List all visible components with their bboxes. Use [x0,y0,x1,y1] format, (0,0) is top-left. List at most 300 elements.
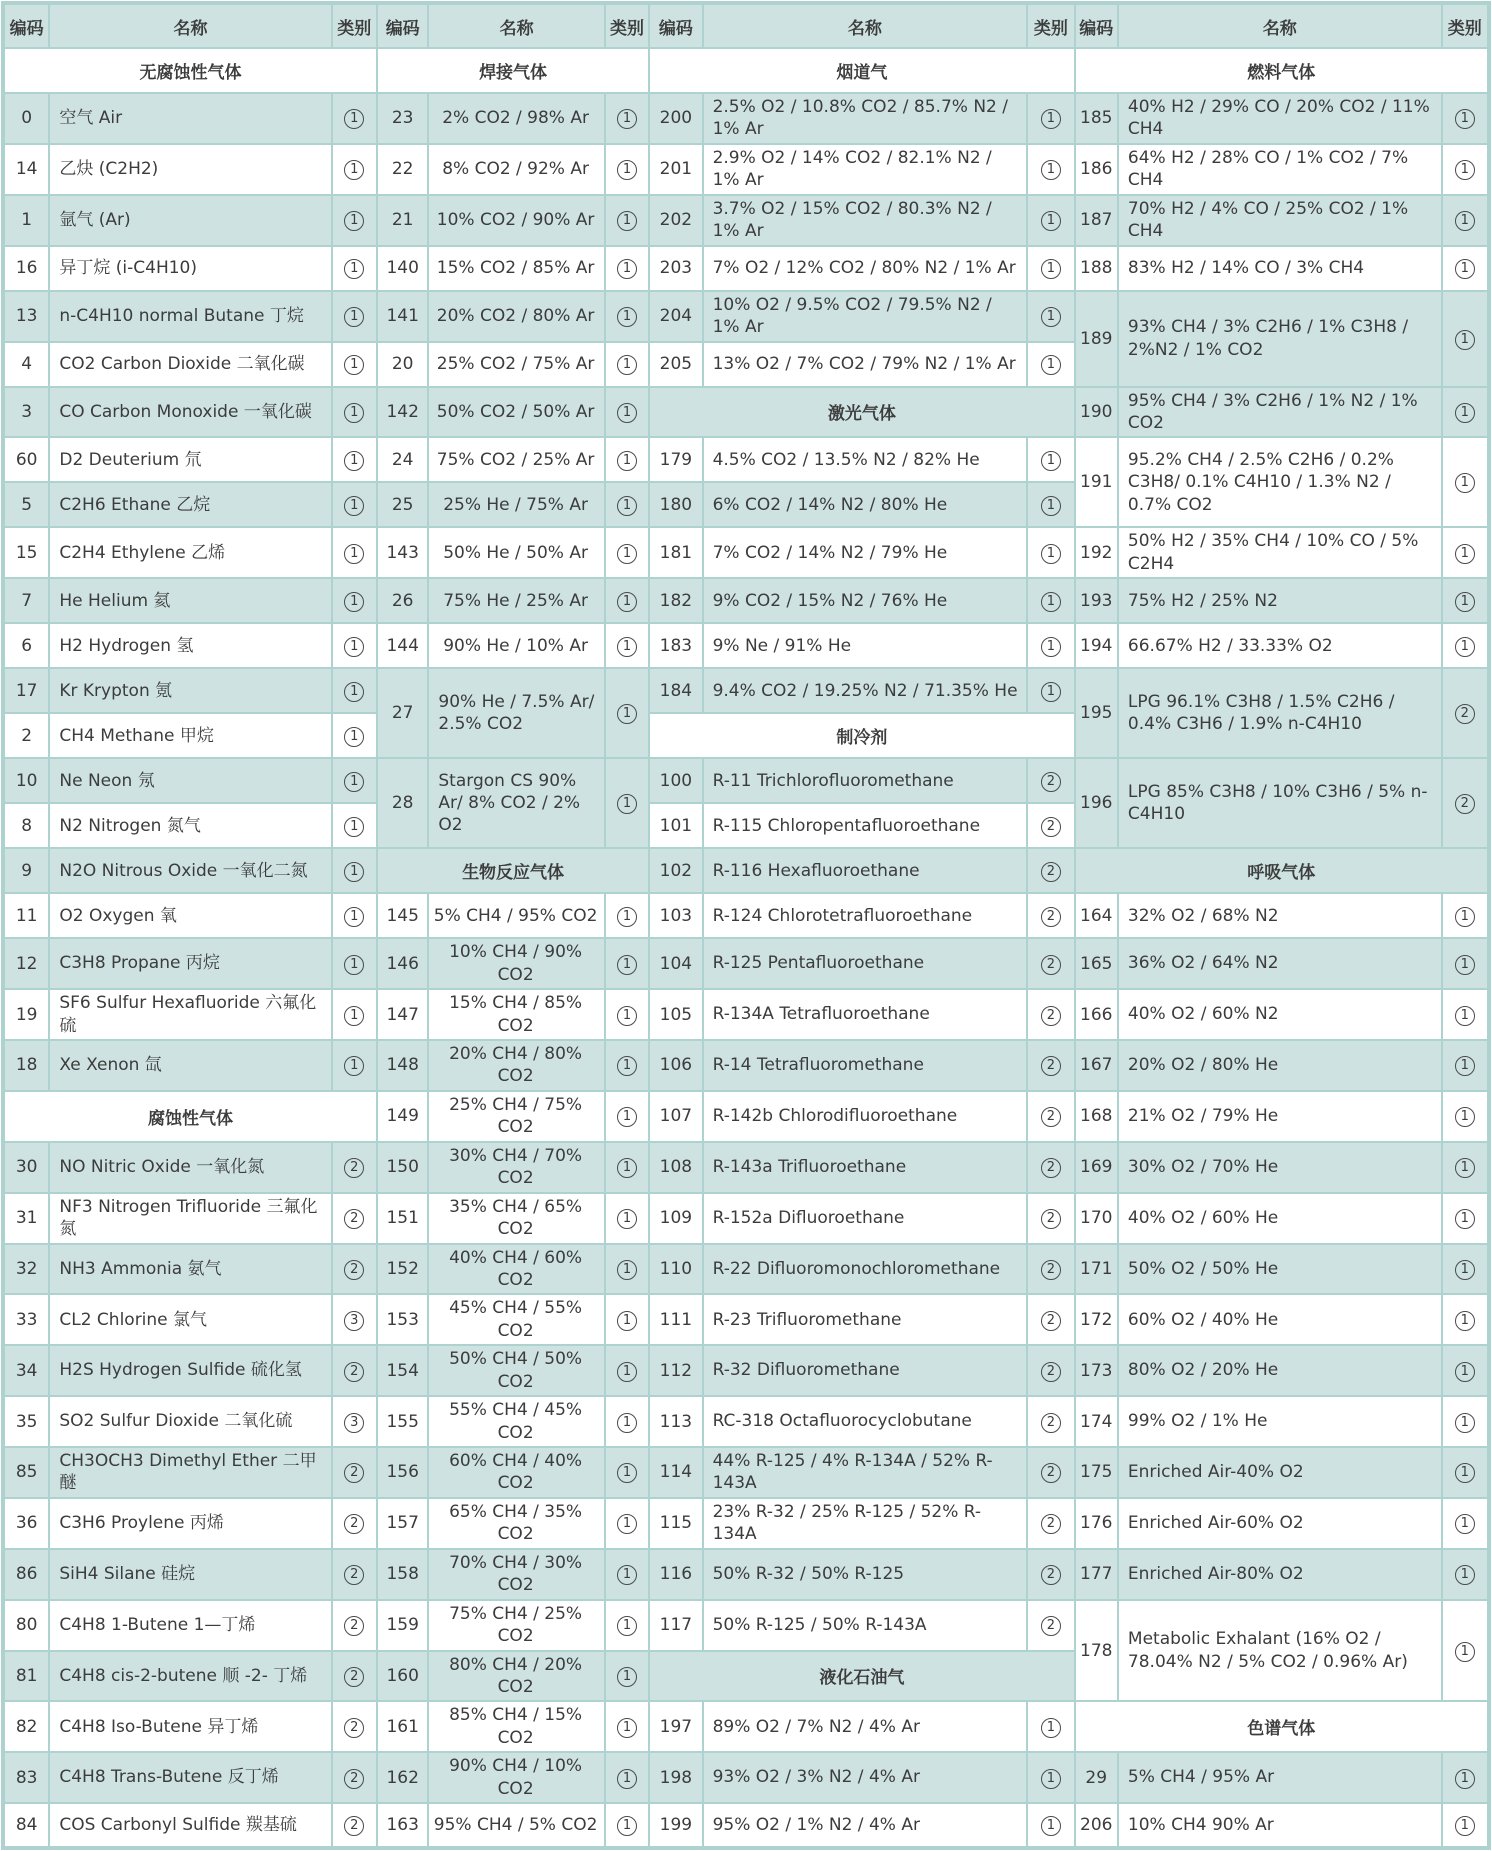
gas-code-cell: 162 [377,1752,428,1803]
gas-name-cell: 50% R-32 / 50% R-125 [703,1549,1028,1600]
gas-code-cell: 203 [649,246,702,291]
gas-code-cell: 35 [3,1396,49,1447]
gas-code-cell: 146 [377,938,428,989]
gas-category-cell [332,1193,377,1244]
gas-category-cell [332,1701,377,1752]
gas-category-cell [332,246,377,291]
gas-code-cell: 190 [1075,387,1118,438]
gas-code-cell: 18 [3,1040,49,1091]
table-row [3,1294,1489,1345]
category-badge: 2 [344,1514,364,1534]
gas-code-cell: 187 [1075,195,1118,246]
gas-name-cell: C4H8 Iso-Butene 异丁烯 [49,1701,331,1752]
category-badge: 1 [344,160,364,180]
gas-category-cell [605,623,649,668]
gas-code-cell: 86 [3,1549,49,1600]
gas-category-cell [1027,482,1074,527]
gas-code-cell: 15 [3,527,49,578]
category-badge: 1 [1041,1718,1061,1738]
category-badge: 1 [617,1514,637,1534]
gas-name-cell: 60% CH4 / 40% CO2 [428,1447,604,1498]
gas-code-cell: 141 [377,291,428,342]
category-badge: 1 [617,544,637,564]
gas-code-cell: 181 [649,527,702,578]
gas-code-cell: 183 [649,623,702,668]
gas-name-cell: 93% O2 / 3% N2 / 4% Ar [703,1752,1028,1803]
gas-code-cell: 161 [377,1701,428,1752]
category-badge: 2 [1041,1006,1061,1026]
gas-code-cell: 180 [649,482,702,527]
table-row [3,144,1489,195]
gas-name-cell: R-152a Difluoroethane [703,1193,1028,1244]
gas-name-cell: R-22 Difluoromonochloromethane [703,1244,1028,1295]
gas-name-cell: C2H4 Ethylene 乙烯 [49,527,331,578]
gas-name-cell: 空气 Air [49,93,331,144]
section-header: 无腐蚀性气体 [3,48,377,93]
gas-name-cell: R-142b Chlorodifluoroethane [703,1091,1028,1142]
gas-name-cell: 6% CO2 / 14% N2 / 80% He [703,482,1028,527]
gas-category-cell [1027,1294,1074,1345]
gas-name-cell: Enriched Air-40% O2 [1118,1447,1442,1498]
gas-name-cell: 50% He / 50% Ar [428,527,604,578]
gas-category-cell [1442,668,1489,758]
category-badge: 1 [617,907,637,927]
gas-name-cell: R-23 Trifluoromethane [703,1294,1028,1345]
gas-category-cell [1027,246,1074,291]
gas-name-cell: R-124 Chlorotetrafluoroethane [703,893,1028,938]
category-badge: 1 [1455,1769,1475,1789]
gas-name-cell: 2% CO2 / 98% Ar [428,93,604,144]
gas-category-cell [605,1142,649,1193]
name-column-header: 名称 [703,3,1028,48]
gas-category-cell [1027,1701,1074,1752]
gas-category-cell [332,1294,377,1345]
gas-category-cell [605,527,649,578]
gas-name-cell: 23% R-32 / 25% R-125 / 52% R-134A [703,1498,1028,1549]
gas-code-cell: 115 [649,1498,702,1549]
category-badge: 2 [344,1667,364,1687]
gas-name-cell: R-14 Tetrafluoromethane [703,1040,1028,1091]
gas-codes-table-grid [1,1,1491,1850]
gas-category-cell [1442,387,1489,438]
category-badge: 2 [344,1362,364,1382]
gas-category-cell [332,1396,377,1447]
category-badge: 1 [1041,451,1061,471]
gas-name-cell: NH3 Ammonia 氨气 [49,1244,331,1295]
gas-code-cell: 152 [377,1244,428,1295]
gas-code-cell: 201 [649,144,702,195]
gas-category-cell [332,1651,377,1702]
category-badge: 1 [1455,1463,1475,1483]
gas-code-cell: 60 [3,437,49,482]
gas-category-cell [1027,1803,1074,1848]
gas-code-cell: 149 [377,1091,428,1142]
gas-name-cell: 13% O2 / 7% CO2 / 79% N2 / 1% Ar [703,342,1028,387]
gas-code-cell: 172 [1075,1294,1118,1345]
gas-name-cell: N2O Nitrous Oxide 一氧化二氮 [49,848,331,893]
gas-category-cell [332,195,377,246]
gas-category-cell [332,291,377,342]
gas-category-cell [332,803,377,848]
category-badge: 1 [1041,592,1061,612]
gas-name-cell: 10% O2 / 9.5% CO2 / 79.5% N2 / 1% Ar [703,291,1028,342]
table-row [3,527,1489,578]
gas-code-cell: 159 [377,1600,428,1651]
section-header: 焊接气体 [377,48,649,93]
section-header: 生物反应气体 [377,848,649,893]
category-badge: 1 [617,704,637,724]
category-badge: 2 [1041,862,1061,882]
category-badge: 1 [617,211,637,231]
gas-code-cell: 140 [377,246,428,291]
gas-category-cell [332,578,377,623]
gas-category-cell [1027,578,1074,623]
gas-category-cell [605,758,649,848]
category-badge: 1 [617,1311,637,1331]
gas-name-cell: R-143a Trifluoroethane [703,1142,1028,1193]
gas-code-cell: 32 [3,1244,49,1295]
gas-category-cell [332,93,377,144]
gas-code-cell: 194 [1075,623,1118,668]
gas-code-cell: 116 [649,1549,702,1600]
gas-category-cell [332,1040,377,1091]
gas-name-cell: N2 Nitrogen 氮气 [49,803,331,848]
gas-name-cell: C3H8 Propane 丙烷 [49,938,331,989]
gas-code-cell: 169 [1075,1142,1118,1193]
gas-category-cell [332,1244,377,1295]
gas-code-cell: 150 [377,1142,428,1193]
gas-code-cell: 27 [377,668,428,758]
category-badge: 1 [617,160,637,180]
gas-category-cell [605,387,649,438]
gas-name-cell: 4.5% CO2 / 13.5% N2 / 82% He [703,437,1028,482]
gas-category-cell [1442,246,1489,291]
gas-category-cell [1442,1803,1489,1848]
gas-code-cell: 144 [377,623,428,668]
gas-category-cell [605,291,649,342]
category-badge: 1 [344,259,364,279]
gas-name-cell: CH4 Methane 甲烷 [49,713,331,758]
gas-name-cell: 90% He / 10% Ar [428,623,604,668]
gas-name-cell: C4H8 cis-2-butene 顺 -2- 丁烯 [49,1651,331,1702]
category-badge: 1 [1455,1158,1475,1178]
gas-name-cell: R-125 Pentafluoroethane [703,938,1028,989]
category-badge: 2 [1041,817,1061,837]
category-badge: 1 [617,403,637,423]
gas-code-cell: 204 [649,291,702,342]
gas-code-cell: 1 [3,195,49,246]
gas-name-cell: Metabolic Exhalant (16% O2 / 78.04% N2 / 5% CO2 / 0.96% Ar) [1118,1600,1442,1702]
gas-category-cell [332,713,377,758]
gas-category-cell [605,1701,649,1752]
category-badge: 1 [617,1816,637,1836]
category-badge: 1 [344,403,364,423]
gas-category-cell [1442,1091,1489,1142]
gas-code-cell: 36 [3,1498,49,1549]
section-header: 色谱气体 [1075,1701,1489,1752]
category-column-header: 类别 [332,3,377,48]
gas-name-cell: CO2 Carbon Dioxide 二氧化碳 [49,342,331,387]
gas-code-cell: 157 [377,1498,428,1549]
table-row [3,1396,1489,1447]
code-column-header: 编码 [3,3,49,48]
gas-category-cell [1027,1600,1074,1651]
gas-code-cell: 106 [649,1040,702,1091]
gas-name-cell: He Helium 氦 [49,578,331,623]
gas-name-cell: 64% H2 / 28% CO / 1% CO2 / 7% CH4 [1118,144,1442,195]
category-badge: 2 [344,1718,364,1738]
gas-name-cell: 66.67% H2 / 33.33% O2 [1118,623,1442,668]
gas-name-cell: Xe Xenon 氙 [49,1040,331,1091]
gas-name-cell: 55% CH4 / 45% CO2 [428,1396,604,1447]
gas-name-cell: 3.7% O2 / 15% CO2 / 80.3% N2 / 1% Ar [703,195,1028,246]
code-column-header: 编码 [1075,3,1118,48]
gas-name-cell: 45% CH4 / 55% CO2 [428,1294,604,1345]
category-badge: 2 [1041,1514,1061,1534]
category-badge: 1 [617,955,637,975]
gas-code-cell: 17 [3,668,49,713]
gas-name-cell: Ne Neon 氖 [49,758,331,803]
table-row [3,437,1489,482]
gas-name-cell: 15% CO2 / 85% Ar [428,246,604,291]
gas-category-cell [605,144,649,195]
category-badge: 1 [1041,259,1061,279]
gas-name-cell: 50% CO2 / 50% Ar [428,387,604,438]
gas-category-cell [332,668,377,713]
gas-code-cell: 23 [377,93,428,144]
gas-name-cell: 30% CH4 / 70% CO2 [428,1142,604,1193]
category-badge: 2 [344,1769,364,1789]
gas-category-cell [605,1600,649,1651]
gas-name-cell: C2H6 Ethane 乙烷 [49,482,331,527]
category-badge: 2 [344,1463,364,1483]
category-badge: 1 [1041,109,1061,129]
gas-name-cell: R-116 Hexafluoroethane [703,848,1028,893]
gas-name-cell: 2.5% O2 / 10.8% CO2 / 85.7% N2 / 1% Ar [703,93,1028,144]
gas-code-cell: 21 [377,195,428,246]
gas-category-cell [605,342,649,387]
gas-code-cell: 182 [649,578,702,623]
gas-category-cell [605,1193,649,1244]
gas-code-cell: 29 [1075,1752,1118,1803]
gas-name-cell: 95% O2 / 1% N2 / 4% Ar [703,1803,1028,1848]
gas-code-cell: 142 [377,387,428,438]
category-badge: 1 [1455,160,1475,180]
gas-code-cell: 24 [377,437,428,482]
gas-name-cell: 40% O2 / 60% N2 [1118,989,1442,1040]
gas-name-cell: 25% CH4 / 75% CO2 [428,1091,604,1142]
gas-code-cell: 186 [1075,144,1118,195]
gas-name-cell: SF6 Sulfur Hexafluoride 六氟化硫 [49,989,331,1040]
gas-name-cell: 32% O2 / 68% N2 [1118,893,1442,938]
gas-category-cell [332,527,377,578]
gas-code-cell: 188 [1075,246,1118,291]
gas-name-cell: 8% CO2 / 92% Ar [428,144,604,195]
gas-name-cell: 95% CH4 / 5% CO2 [428,1803,604,1848]
gas-category-cell [1027,1345,1074,1396]
category-badge: 1 [1041,160,1061,180]
gas-code-cell: 179 [649,437,702,482]
gas-code-cell: 153 [377,1294,428,1345]
gas-name-cell: C4H8 Trans-Butene 反丁烯 [49,1752,331,1803]
gas-code-cell: 189 [1075,291,1118,387]
gas-code-cell: 171 [1075,1244,1118,1295]
category-badge: 1 [344,496,364,516]
gas-code-cell: 202 [649,195,702,246]
section-header: 液化石油气 [649,1651,1074,1702]
gas-category-cell [332,848,377,893]
category-badge: 2 [344,1816,364,1836]
gas-category-cell [1027,342,1074,387]
table-row [3,1345,1489,1396]
gas-name-cell: 7% CO2 / 14% N2 / 79% He [703,527,1028,578]
gas-code-cell: 155 [377,1396,428,1447]
category-badge: 2 [344,1158,364,1178]
gas-code-cell: 173 [1075,1345,1118,1396]
gas-code-cell: 5 [3,482,49,527]
gas-category-cell [332,482,377,527]
gas-name-cell: 氩气 (Ar) [49,195,331,246]
gas-code-cell: 104 [649,938,702,989]
category-badge: 1 [617,637,637,657]
category-badge: 1 [617,1667,637,1687]
category-badge: 2 [1455,794,1475,814]
gas-category-cell [1442,1244,1489,1295]
gas-name-cell: 70% H2 / 4% CO / 25% CO2 / 1% CH4 [1118,195,1442,246]
category-badge: 1 [1041,682,1061,702]
gas-category-cell [1027,1091,1074,1142]
gas-name-cell: 99% O2 / 1% He [1118,1396,1442,1447]
category-column-header: 类别 [1027,3,1074,48]
gas-code-cell: 7 [3,578,49,623]
gas-code-cell: 28 [377,758,428,848]
name-column-header: 名称 [1118,3,1442,48]
category-badge: 1 [617,592,637,612]
table-row [3,989,1489,1040]
gas-name-cell: 85% CH4 / 15% CO2 [428,1701,604,1752]
table-header-row [3,3,1489,48]
gas-name-cell: 40% O2 / 60% He [1118,1193,1442,1244]
gas-code-cell: 177 [1075,1549,1118,1600]
gas-code-cell: 26 [377,578,428,623]
table-row [3,93,1489,144]
gas-code-cell: 117 [649,1600,702,1651]
gas-category-cell [332,1549,377,1600]
section-header: 制冷剂 [649,713,1074,758]
gas-name-cell: 50% O2 / 50% He [1118,1244,1442,1295]
gas-name-cell: 80% O2 / 20% He [1118,1345,1442,1396]
category-badge: 1 [1041,1816,1061,1836]
gas-category-cell [1442,1142,1489,1193]
table-row [3,48,1489,93]
category-badge: 2 [1455,704,1475,724]
category-badge: 1 [1041,307,1061,327]
category-badge: 1 [1455,592,1475,612]
gas-code-cell: 166 [1075,989,1118,1040]
gas-category-cell [605,1803,649,1848]
category-badge: 1 [344,307,364,327]
category-badge: 1 [344,955,364,975]
gas-name-cell: R-11 Trichlorofluoromethane [703,758,1028,803]
gas-name-cell: CO Carbon Monoxide 一氧化碳 [49,387,331,438]
gas-name-cell: SiH4 Silane 硅烷 [49,1549,331,1600]
gas-category-cell [332,342,377,387]
gas-code-cell: 10 [3,758,49,803]
gas-code-cell: 11 [3,893,49,938]
gas-code-cell: 81 [3,1651,49,1702]
gas-name-cell: 70% CH4 / 30% CO2 [428,1549,604,1600]
category-badge: 1 [1455,211,1475,231]
category-badge: 2 [1041,1107,1061,1127]
gas-category-cell [605,1040,649,1091]
gas-category-cell [1442,938,1489,989]
category-badge: 1 [1455,1209,1475,1229]
gas-category-cell [605,1549,649,1600]
gas-code-cell: 175 [1075,1447,1118,1498]
section-header: 燃料气体 [1075,48,1489,93]
gas-name-cell: 93% CH4 / 3% C2H6 / 1% C3H8 / 2%N2 / 1% CO2 [1118,291,1442,387]
table-row [3,1040,1489,1091]
gas-name-cell: Enriched Air-60% O2 [1118,1498,1442,1549]
gas-category-cell [1027,1752,1074,1803]
gas-category-cell [1027,1193,1074,1244]
gas-category-cell [1027,848,1074,893]
gas-code-cell: 8 [3,803,49,848]
category-badge: 1 [344,109,364,129]
gas-name-cell: 44% R-125 / 4% R-134A / 52% R-143A [703,1447,1028,1498]
gas-category-cell [1442,1498,1489,1549]
table-row [3,848,1489,893]
gas-code-cell: 3 [3,387,49,438]
gas-name-cell: 75% CO2 / 25% Ar [428,437,604,482]
code-column-header: 编码 [649,3,702,48]
gas-name-cell: 83% H2 / 14% CO / 3% CH4 [1118,246,1442,291]
category-badge: 1 [1455,330,1475,350]
gas-code-cell: 110 [649,1244,702,1295]
gas-category-cell [332,437,377,482]
category-badge: 2 [344,1565,364,1585]
gas-category-cell [1442,989,1489,1040]
gas-code-cell: 19 [3,989,49,1040]
gas-code-cell: 148 [377,1040,428,1091]
gas-code-cell: 165 [1075,938,1118,989]
gas-category-cell [1442,578,1489,623]
category-badge: 2 [1041,907,1061,927]
table-row [3,1091,1489,1142]
gas-category-cell [605,1244,649,1295]
gas-code-cell: 82 [3,1701,49,1752]
category-badge: 1 [1455,637,1475,657]
table-row [3,1549,1489,1600]
gas-name-cell: 95% CH4 / 3% C2H6 / 1% N2 / 1% CO2 [1118,387,1442,438]
category-badge: 2 [1041,1362,1061,1382]
gas-code-cell: 4 [3,342,49,387]
category-badge: 1 [1455,955,1475,975]
gas-code-cell: 198 [649,1752,702,1803]
gas-code-cell: 6 [3,623,49,668]
category-badge: 1 [1455,1413,1475,1433]
gas-code-cell: 205 [649,342,702,387]
gas-code-cell: 109 [649,1193,702,1244]
gas-category-cell [605,668,649,758]
gas-code-cell: 31 [3,1193,49,1244]
gas-name-cell: 35% CH4 / 65% CO2 [428,1193,604,1244]
table-row [3,668,1489,713]
gas-category-cell [1027,989,1074,1040]
gas-name-cell: 15% CH4 / 85% CO2 [428,989,604,1040]
gas-category-cell [1027,144,1074,195]
gas-name-cell: 80% CH4 / 20% CO2 [428,1651,604,1702]
